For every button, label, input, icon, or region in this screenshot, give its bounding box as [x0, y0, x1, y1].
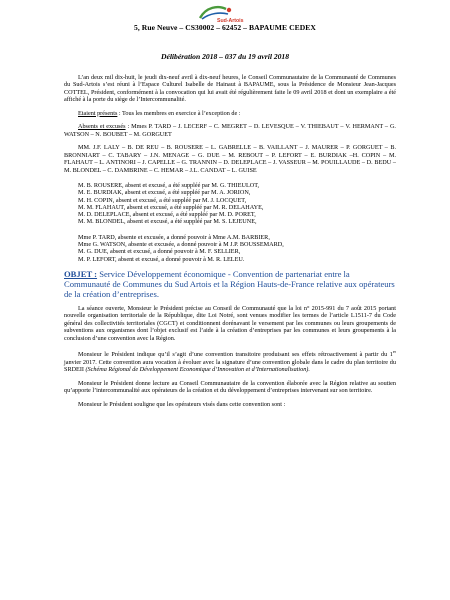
- objet-label: OBJET :: [64, 268, 98, 279]
- address-line: 5, Rue Neuve – CS30002 – 62452 – BAPAUME CEDEX: [134, 23, 316, 32]
- intro-paragraph: L’an deux mil dix-huit, le jeudi dix-neuf avril à dix-neuf heures, le Conseil Communautaire de la Communauté de Communes du Sud-Artois s’est réuni à l’Espace Culturel Isabelle de Hainaut à BAPAUME, sous la Présidence de Monsieur Jean-Jacques COTTEL, Président, conformément à la convocation qui lui avait été régulièrement faite le 09 avril 2018 et dont un exemplaire a été affiché à la porte du siège de l’Intercommunalité.: [64, 74, 396, 104]
- absents-paragraph: [64, 123, 396, 138]
- deliberation-title: Délibération 2018 – 037 du 19 avril 2018: [160, 52, 290, 61]
- sud-artois-logo: [192, 4, 250, 24]
- substitution-item: M. H. COPIN, absent et excusé, a été suppléé par M. J. LOCQUET,: [78, 196, 247, 204]
- substitutions-list: [64, 182, 396, 226]
- document-body: [64, 74, 396, 408]
- presents-label: Etaient présents: [78, 109, 118, 117]
- proxies-list: [64, 234, 396, 263]
- paragraph-operateurs: Monsieur le Président souligne que les opérateurs visés dans cette convention sont :: [78, 400, 286, 408]
- paragraph-loi-notre: La séance ouverte, Monsieur le Président précise au Conseil de Communauté que la loi n° 2015-991 du 7 août 2015 portant nouvelle organisation territoriale de la République, dite Loi Notré, sont venues modifier les termes de l’article L1511-7 du Code général des collectivités territoriales (CGCT) et conditionnent dorénavant le versement par les communes ou leurs groupements de subventions aux organismes dont l’objet exclusif est l’aide à la création d’entreprises par les communes et leurs groupements à la conclusion d’une convention avec la Région.: [64, 304, 396, 342]
- sud-artois-logo-graphic: [192, 4, 250, 24]
- absents-text: : Mmes P. TARD – J. LECERF – C. MEGRET – D. LEVESQUE – V. THIEBAUT – V. HERMANT – G. WATSON – N. BOUBET – M. GORGUET: [64, 123, 396, 138]
- substitution-item: M. B. ROUSERE, absent et excusé, a été suppléé par M. G. THIEULOT,: [78, 181, 260, 189]
- substitution-item: M. E. BURDIAK, absent et excusé, a été suppléé par M. A. JORION,: [78, 189, 251, 197]
- p2-srdeii-italic: (Schéma Régional de Développement Economique d’Innovation et d’Internationalisation).: [85, 366, 310, 374]
- presents-line: [64, 110, 396, 117]
- p2-superscript: er: [392, 349, 396, 355]
- p2-text-a: Monsieur le Président indique qu’il s’agit d’une convention transitoire produisant ses effets rétroactivement à partir du 1: [78, 351, 393, 359]
- p2-text-b: janvier 2017. Cette convention aura vocation à évoluer avec la signature d’une convention globale dans le cadre du plan territoire du SRDEII: [64, 358, 396, 374]
- paragraph-lecture-convention: Monsieur le Président donne lecture au Conseil Communautaire de la convention élaborée avec la Région relative au soutien qu’apporte l’intercommunalité aux opérateurs de la création et du développement d’entreprises intervenant sur son territoire.: [64, 379, 396, 395]
- substitution-item: M. M. BLONDEL, absent et excusé, a été suppléé par M. S. LEJEUNE,: [78, 218, 257, 226]
- svg-text:Sud-Artois: Sud-Artois: [217, 18, 244, 24]
- paragraph-convention-transitoire: [64, 348, 396, 373]
- objet-text: Service Développement économique - Convention de partenariat entre la Communauté de Communes du Sud Artois et la Région Hauts-de-France relative aux opérateurs de la création d’entreprises.: [64, 268, 395, 299]
- proxy-item: Mme P. TARD, absente et excusée, a donné pouvoir à Mme A.M. BARBIER,: [78, 233, 270, 241]
- members-paragraph: MM. J.F. LALY – B. DE REU – B. ROUSERE – L. GABRELLE – B. VAILLANT – J. MAURER – P. GORGUET – B. BRONNIART – C. TABARY – J.N. MENAGE – G. DUE – M. REBOUT – P. LEFORT – E. BURDIAK –H. COPIN – M. FLAHAUT – L. ANTINORI – J. CAPELLE – G. TRANNIN – D. DELEPLACE – J. VASSEUR – M. POUILLAUDE – D. BEDU – M. BLONDEL – C. DAMBRINE – C. HEMAR – J.L. CANDAT – L. GUISE: [64, 144, 396, 174]
- substitution-item: M. M. FLAHAUT, absent et excusé, a été suppléé par M. R. DELAHAYE,: [78, 203, 264, 211]
- presents-text: : Tous les membres en exercice à l’exception de :: [117, 109, 241, 117]
- proxy-item: Mme G. WATSON, absente et excusée, a donné pouvoir à M J.P. BOUSSEMARD,: [78, 241, 284, 249]
- proxy-item: M. P. LEFORT, absent et excusé, a donné pouvoir à M. R. LELEU.: [78, 255, 245, 263]
- objet-heading: [64, 269, 396, 299]
- substitution-item: M. D. DELEPLACE, absent et excusé, a été suppléé par M. D. PORET,: [78, 211, 256, 219]
- proxy-item: M. G. DUE, absent et excusé, a donné pouvoir à M. F. SELLIER,: [78, 248, 241, 256]
- absents-label: Absents et excusés: [78, 123, 126, 131]
